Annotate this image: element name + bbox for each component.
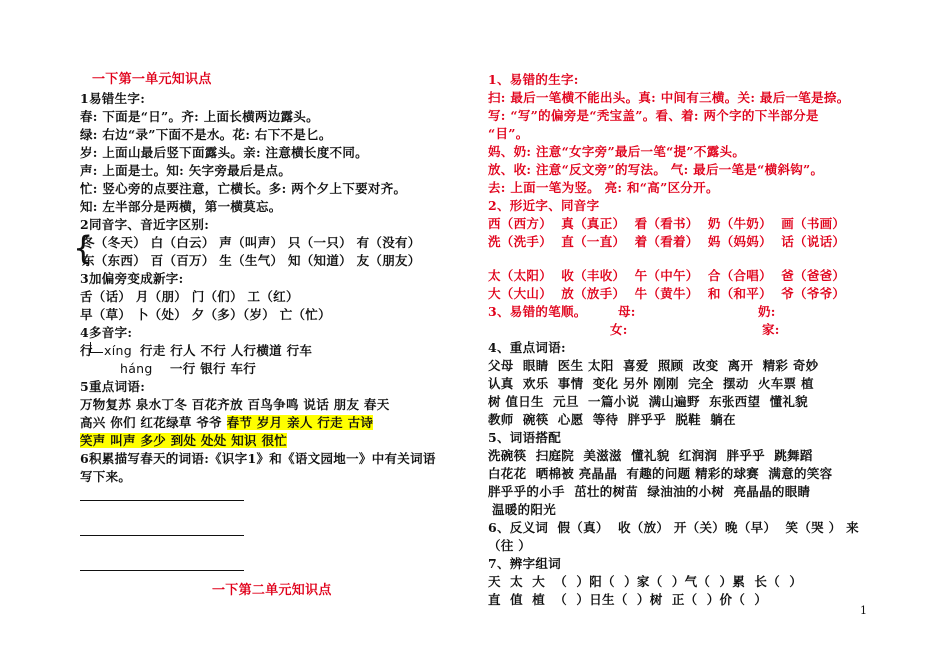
section1-line: 绿: 右边“录”下面不是水。花: 右下不是匕。	[80, 127, 332, 142]
r7-line: 直 值 植 （ ）日生（ ）树 正（ ）价（ ）	[488, 592, 768, 607]
r3-heading: 3、易错的笔顺。	[488, 304, 587, 319]
section1-line: 岁: 上面山最后竖下面露头。亲: 注意横长度不同。	[80, 145, 368, 160]
section6-line: 6积累描写春天的词语:《识字1》和《语文园地一》中有关词语	[80, 451, 436, 466]
section3-line: 舌（话） 月（朋） 门（们） 工（红）	[80, 289, 299, 304]
r6-line: 6、反义词 假（真） 收（放） 开（关）晚（早） 笑（哭 ） 来	[488, 520, 859, 535]
r5-heading: 5、词语搭配	[488, 430, 561, 445]
r1-line: 妈、奶: 注意“女字旁”最后一笔“提”不露头。	[488, 144, 746, 159]
section2-heading: 2同音字、音近字区别:	[80, 217, 210, 232]
r7-heading: 7、辨字组词	[488, 556, 561, 571]
polyphone-char: 行	[80, 343, 93, 358]
r1-line: 扫: 最后一笔横不能出头。真: 中间有三横。关: 最后一笔是捺。	[488, 90, 850, 105]
r2-line: 大（大山） 放（放手） 牛（黄牛） 和（和平） 爷（爷爷）	[488, 286, 846, 301]
r1-line: 去: 上面一笔为竖。 亮: 和“高”区分开。	[488, 180, 719, 195]
answer-blank-line	[80, 535, 244, 536]
pinyin-xing: xíng	[104, 343, 132, 358]
section3-heading: 3加偏旁变成新字:	[80, 271, 184, 286]
r1-line: “目”。	[488, 126, 529, 141]
r6-line: （往 ）	[488, 538, 532, 553]
section5-line	[80, 414, 373, 432]
unit2-title: 一下第二单元知识点	[212, 583, 332, 598]
section4-heading: 4多音字:	[80, 325, 133, 340]
r4-line: 父母 眼睛 医生 太阳 喜爱 照顾 改变 离开 精彩 奇妙	[488, 358, 819, 373]
r5-line: 洗碗筷 扫庭院 美滋滋 懂礼貌 红润润 胖乎乎 跳舞蹈	[488, 448, 813, 463]
section5-heading: 5重点词语:	[80, 379, 146, 394]
answer-blank-line	[80, 570, 244, 571]
r2-line: 西（西方） 真（真正） 看（看书） 奶（牛奶） 画（书画）	[488, 216, 846, 231]
pinyin-hang: háng	[120, 361, 153, 376]
section2-line: 冬（冬天） 白（白云） 声（叫声） 只（一只） 有（没有）	[82, 235, 421, 250]
polyphone-words: 行走 行人 不行 人行横道 行车	[140, 343, 313, 358]
section1-line: 春: 下面是“日”。齐: 上面长横两边露头。	[80, 109, 319, 124]
section2-line: 东（东西） 百（百万） 生（生气） 知（知道） 友（朋友）	[82, 253, 421, 268]
r2-line: 太（太阳） 收（丰收） 午（中午） 合（合唱） 爸（爸爸）	[488, 268, 846, 283]
bracket-connector	[90, 342, 103, 353]
r3-char: 女:	[610, 322, 628, 337]
r4-heading: 4、重点词语:	[488, 340, 566, 355]
words-plain: 高兴 你们 红花绿草 爷爷	[80, 415, 227, 430]
section3-line: 早（草） 卜（处） 夕（多）（岁） 亡（忙）	[80, 307, 331, 322]
section5-line: 万物复苏 泉水丁冬 百花齐放 百鸟争鸣 说话 朋友 春天	[80, 397, 390, 412]
section1-line: 声: 上面是士。知: 矢字旁最后是点。	[80, 163, 292, 178]
r4-line: 树 值日生 元旦 一篇小说 满山遍野 东张西望 懂礼貌	[488, 394, 808, 409]
words-highlighted: 笑声 叫声 多少 到处 处处 知识 很忙	[80, 433, 288, 448]
r1-line: 写: “写”的偏旁是“秃宝盖”。看、着: 两个字的下半部分是	[488, 108, 819, 123]
section1-heading: 1易错生字:	[80, 91, 146, 106]
section5-line	[80, 432, 287, 450]
r2-heading: 2、形近字、同音字	[488, 198, 600, 213]
words-highlighted: 春节 岁月 亲人 行走 古诗	[226, 415, 374, 430]
r4-line: 教师 碗筷 心愿 等待 胖乎乎 脱鞋 躺在	[488, 412, 736, 427]
section1-line: 忙: 竖心旁的点要注意，亡横长。多: 两个夕上下要对齐。	[80, 181, 407, 196]
unit1-title: 一下第一单元知识点	[92, 72, 212, 87]
r4-line: 认真 欢乐 事情 变化 另外 刚刚 完全 摆动 火车票 植	[488, 376, 814, 391]
r7-line: 天 太 大 （ ）阳（ ）家（ ）气（ ）累 长（ ）	[488, 574, 803, 589]
r1-heading: 1、易错的生字:	[488, 72, 579, 87]
r1-line: 放、收: 注意“反文旁”的写法。 气: 最后一笔是“横斜钩”。	[488, 162, 824, 177]
answer-blank-line	[80, 500, 244, 501]
r2-line: 洗（洗手） 直（一直） 着（看着） 妈（妈妈） 话（说话）	[488, 234, 846, 249]
r5-line: 温暖的阳光	[492, 502, 557, 517]
polyphone-words: 一行 银行 车行	[170, 361, 257, 376]
page-number: 1	[860, 604, 867, 617]
r5-line: 胖乎乎的小手 茁壮的树苗 绿油油的小树 亮晶晶的眼睛	[488, 484, 811, 499]
r5-line: 白花花 晒棉被 亮晶晶 有趣的问题 精彩的球赛 满意的笑容	[488, 466, 833, 481]
r3-char: 母:	[618, 304, 636, 319]
r3-char: 家:	[762, 322, 780, 337]
section6-line: 写下来。	[80, 469, 132, 484]
brace-icon: {	[73, 229, 94, 267]
r3-char: 奶:	[758, 304, 776, 319]
section1-line: 知: 左半部分是两横，第一横莫忘。	[80, 199, 282, 214]
